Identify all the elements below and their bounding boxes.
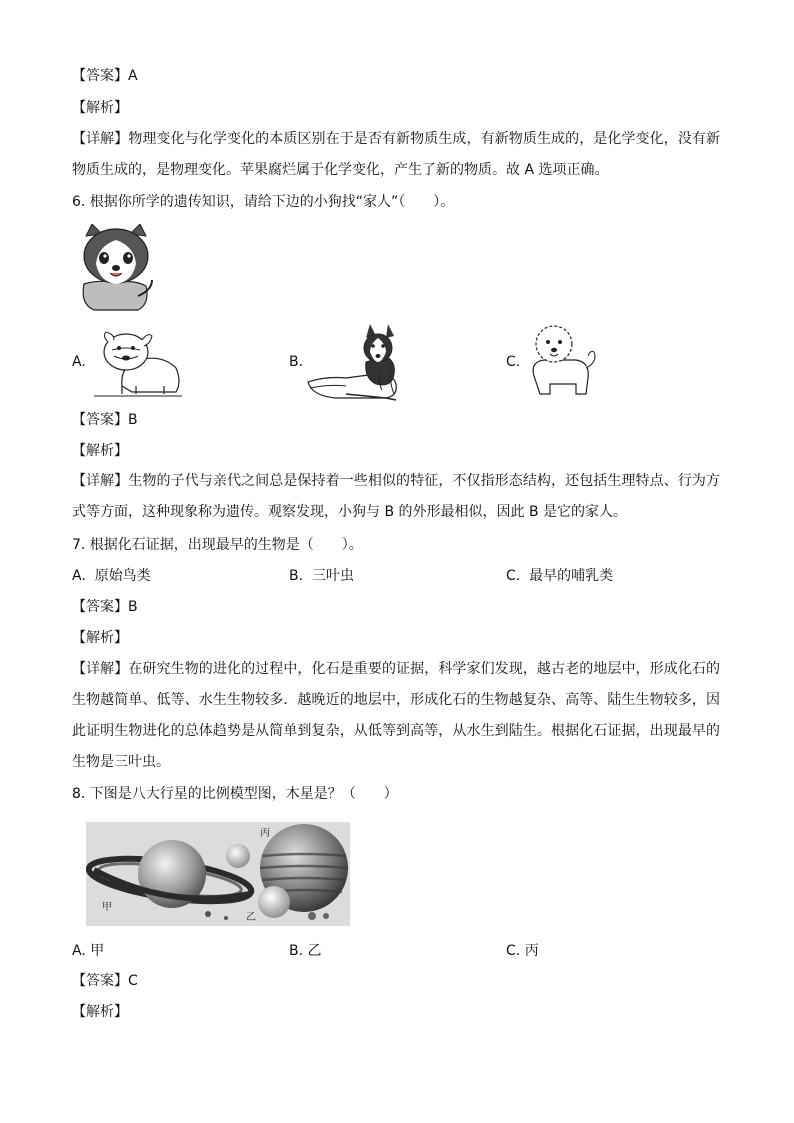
q7-option-b-text: 三叶虫 (311, 568, 354, 584)
q8-option-c (506, 941, 539, 961)
q5-detail-text: 物理变化与化学变化的本质区别在于是否有新物质生成，有新物质生成的，是化学变化，没有新物质生成的，是物理变化。苹果腐烂属于化学变化，产生了新的物质。故 A 选项正确。 (72, 131, 721, 178)
q6-detail (72, 466, 720, 528)
label-bing: 丙 (260, 828, 270, 839)
q7-analysis-tag: 【解析】 (72, 630, 128, 646)
q7-option-c (506, 566, 613, 586)
q5-answer-value: A (128, 68, 138, 84)
q6-question: 6. 根据你所学的遗传知识，请给下边的小狗找“家人”（ ）。 (72, 194, 455, 210)
q8-option-c-label: C. (506, 943, 521, 959)
q8-option-a-text: 甲 (90, 943, 105, 959)
q7-detail-text: 在研究生物的进化的过程中，化石是重要的证据，科学家们发现，越古老的地层中，形成化石的生物越简单、低等、水生生物较多．越晚近的地层中，形成化石的生物越复杂、高等、陆生生物较多，因此证明生物进化的总体趋势是从简单到复杂，从低等到高等，从水生到陆生。根据化石证据，出现最早的生物是三叶虫。 (72, 661, 721, 770)
q7-option-b (289, 566, 354, 586)
q6-answer-line (72, 410, 138, 430)
planets-scale-model-figure (86, 822, 350, 926)
label-yi: 乙 (246, 912, 256, 923)
q5-analysis-tag: 【解析】 (72, 100, 128, 116)
q8-option-b-text: 乙 (307, 943, 322, 959)
q6-analysis-tag: 【解析】 (72, 443, 128, 459)
q7-answer-value: B (128, 599, 138, 615)
q7-option-b-label: B. (289, 568, 304, 584)
q6-option-a-label: A. (72, 354, 86, 370)
poodle-picture (520, 322, 600, 402)
q8-answer-value: C (128, 973, 138, 989)
uranus-planet (226, 844, 250, 868)
q7-option-a-text: 原始鸟类 (94, 568, 151, 584)
q5-answer-line (72, 66, 138, 86)
q7-option-a (72, 566, 151, 586)
q7-detail (72, 654, 720, 778)
q6-option-c-label: C. (506, 354, 521, 370)
q7-detail-tag: 【详解】 (72, 661, 129, 677)
husky-lying-picture (306, 322, 406, 402)
q5-answer-tag: 【答案】 (72, 68, 128, 84)
husky-puppy-picture (76, 224, 156, 314)
q6-detail-text: 生物的子代与亲代之间总是保持着一些相似的特征，不仅指形态结构，还包括生理特点、行为方式等方面，这种现象称为遗传。观察发现，小狗与 B 的外形最相似，因此 B 是它的家人。 (72, 473, 721, 520)
q6-detail-tag: 【详解】 (72, 473, 129, 489)
q8-answer-tag: 【答案】 (72, 973, 128, 989)
q7-option-a-label: A. (72, 568, 86, 584)
q8-answer-line (72, 971, 138, 991)
q7-option-c-label: C. (506, 568, 521, 584)
q6-option-b-label: B. (289, 354, 304, 370)
q8-option-a-label: A. (72, 943, 86, 959)
neptune-planet (258, 886, 290, 918)
q6-answer-tag: 【答案】 (72, 412, 128, 428)
q8-option-b (289, 941, 322, 961)
label-jia: 甲 (102, 902, 112, 913)
q7-answer-tag: 【答案】 (72, 599, 128, 615)
q5-detail-tag: 【详解】 (72, 131, 129, 147)
q5-detail (72, 124, 720, 186)
q8-option-a (72, 941, 104, 961)
q7-question: 7. 根据化石证据，出现最早的生物是（ ）。 (72, 537, 363, 553)
q8-option-c-text: 丙 (524, 943, 539, 959)
q8-question: 8. 下图是八大行星的比例模型图，木星是？（ ） (72, 786, 398, 802)
q8-analysis-tag: 【解析】 (72, 1004, 128, 1020)
q7-answer-line (72, 597, 138, 617)
q6-answer-value: B (128, 412, 138, 428)
bulldog-picture (92, 326, 184, 398)
q7-option-c-text: 最早的哺乳类 (529, 568, 614, 584)
q8-option-b-label: B. (289, 943, 304, 959)
